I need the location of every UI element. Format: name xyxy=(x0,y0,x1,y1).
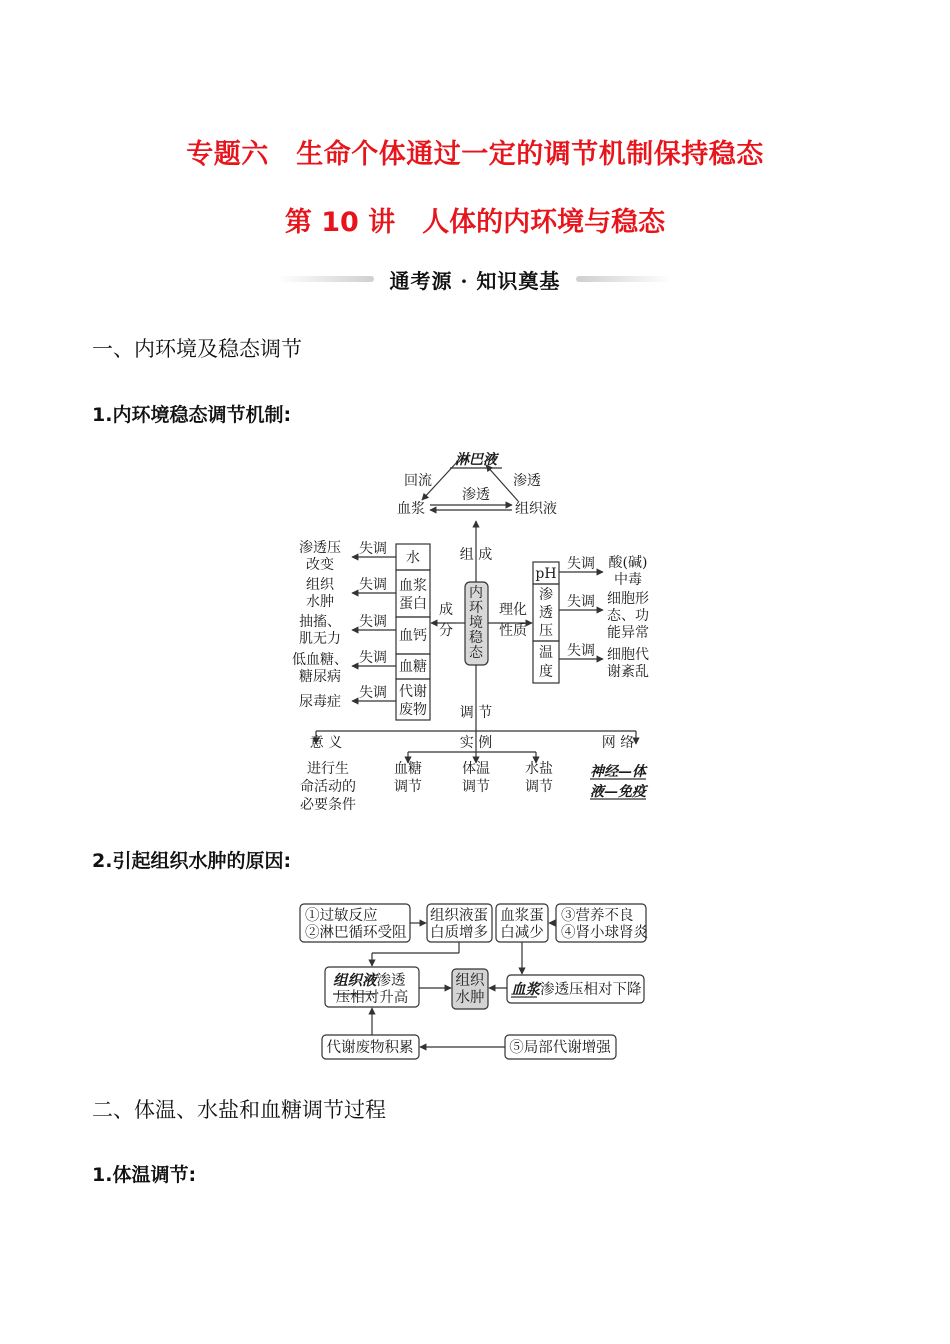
left-result: 尿毒症 xyxy=(299,694,341,710)
imbalance-label: 失调 xyxy=(359,614,387,630)
center-char: 内 xyxy=(469,585,483,601)
left-box-text: 血糖 xyxy=(399,659,427,675)
physchem-label: 理化 xyxy=(499,602,527,618)
right-box-text: pH xyxy=(535,566,557,582)
heading-section-2: 二、体温、水盐和血糖调节过程 xyxy=(92,1098,386,1122)
tissue-osm-bold: 组织液 xyxy=(333,972,377,989)
center-char: 环 xyxy=(469,600,483,616)
left-result: 低血糖、 xyxy=(292,652,348,668)
right-box-text: 透 xyxy=(539,605,553,621)
right-result: 能异常 xyxy=(607,625,649,641)
cause-b-2: ④肾小球肾炎 xyxy=(561,925,648,941)
tissue-protein-up: 组织液蛋 xyxy=(430,908,488,924)
network-label: 网 络 xyxy=(601,735,635,751)
seep-mid-label: 渗透 xyxy=(462,487,490,503)
compose-label: 组 成 xyxy=(459,547,493,563)
tissue-fluid-label: 组织液 xyxy=(515,501,557,517)
example-text: 调节 xyxy=(462,779,490,795)
right-box-text: 压 xyxy=(539,623,553,639)
tissue-protein-up: 白质增多 xyxy=(430,925,488,941)
left-result: 糖尿病 xyxy=(299,669,341,685)
section-banner xyxy=(278,262,672,296)
right-result: 中毒 xyxy=(614,572,642,588)
left-box-text: 废物 xyxy=(399,702,427,718)
center-char: 境 xyxy=(469,615,483,631)
plasma-osm-bold: 血浆 xyxy=(511,981,540,998)
heading-section-1: 一、内环境及稳态调节 xyxy=(92,337,302,361)
left-box-text: 血浆 xyxy=(399,578,427,594)
imbalance-label: 失调 xyxy=(567,594,595,610)
cause-b-1: ③营养不良 xyxy=(561,908,634,924)
plasma-protein-down: 白减少 xyxy=(500,925,544,941)
imbalance-label: 失调 xyxy=(359,650,387,666)
example-text: 水盐 xyxy=(525,761,553,777)
svg-text:组织液渗透 xyxy=(333,972,406,989)
svg-text:血浆渗透压相对下降 xyxy=(511,981,642,998)
right-result: 细胞代 xyxy=(607,647,649,663)
return-flow-label: 回流 xyxy=(404,473,432,489)
left-result: 抽搐、 xyxy=(299,614,341,630)
tissue-osm-rest: 渗透 xyxy=(376,973,406,989)
left-result: 肌无力 xyxy=(299,631,341,647)
left-box-text: 蛋白 xyxy=(399,596,427,612)
center-char: 态 xyxy=(469,645,483,661)
edema-causes-diagram xyxy=(297,900,657,1065)
right-box-text: 度 xyxy=(539,664,553,680)
heading-1-2: 2.引起组织水肿的原因: xyxy=(92,850,292,872)
example-label: 实 例 xyxy=(459,735,493,751)
right-box-text: 温 xyxy=(539,645,553,661)
example-text: 调节 xyxy=(525,779,553,795)
left-box-text: 血钙 xyxy=(399,628,427,644)
topic-title: 专题六 生命个体通过一定的调节机制保持稳态 xyxy=(186,139,764,170)
right-result: 谢紊乱 xyxy=(607,664,649,680)
left-result: 渗透压 xyxy=(299,540,341,556)
banner-text: 通考源 · 知识奠基 xyxy=(389,269,561,293)
homeostasis-diagram xyxy=(290,445,660,820)
network-text: 神经—体 xyxy=(590,764,646,780)
imbalance-label: 失调 xyxy=(359,685,387,701)
right-result: 酸(碱) xyxy=(608,555,648,571)
cause-a-2: ②淋巴循环受阻 xyxy=(305,925,407,941)
center-char: 稳 xyxy=(469,630,483,646)
plasma-protein-down: 血浆蛋 xyxy=(500,908,544,924)
right-result: 细胞形 xyxy=(607,591,649,607)
waste-text: 代谢废物积累 xyxy=(326,1040,414,1056)
plasma-label: 血浆 xyxy=(397,501,425,517)
imbalance-label: 失调 xyxy=(567,556,595,572)
example-text: 体温 xyxy=(462,761,490,777)
left-result: 改变 xyxy=(306,557,334,573)
imbalance-label: 失调 xyxy=(359,541,387,557)
left-result: 水肿 xyxy=(306,594,334,610)
meaning-text: 必要条件 xyxy=(300,797,356,813)
left-box-text: 代谢 xyxy=(399,684,427,700)
right-result: 态、功 xyxy=(607,608,649,624)
seep-top-label: 渗透 xyxy=(513,473,541,489)
example-text: 调节 xyxy=(394,779,422,795)
cause-a-1: ①过敏反应 xyxy=(305,908,378,924)
component-label: 成 xyxy=(439,602,453,618)
lecture-title: 第 10 讲 人体的内环境与稳态 xyxy=(284,207,666,238)
edema-text: 水肿 xyxy=(455,990,485,1006)
plasma-osm-rest: 渗透压相对下降 xyxy=(540,982,642,998)
right-box-text: 渗 xyxy=(539,587,553,603)
network-text: 液—免疫 xyxy=(590,784,646,800)
meaning-label: 意 义 xyxy=(309,735,343,751)
left-result: 组织 xyxy=(306,577,334,593)
tissue-osm-line2: 压相对升高 xyxy=(335,990,409,1006)
meaning-text: 进行生 xyxy=(307,761,349,777)
lymph-label: 淋巴液 xyxy=(455,452,497,468)
imbalance-label: 失调 xyxy=(359,577,387,593)
left-box-text: 水 xyxy=(406,550,420,566)
imbalance-label: 失调 xyxy=(567,643,595,659)
meaning-text: 命活动的 xyxy=(300,779,356,795)
component-label: 分 xyxy=(439,623,453,639)
example-text: 血糖 xyxy=(394,761,422,777)
edema-text: 组织 xyxy=(455,973,485,989)
heading-1-1: 1.内环境稳态调节机制: xyxy=(92,404,292,426)
regulate-label: 调 节 xyxy=(459,705,493,721)
physchem-label: 性质 xyxy=(499,623,527,639)
cause-c-text: ⑤局部代谢增强 xyxy=(509,1040,611,1056)
heading-2-1: 1.体温调节: xyxy=(92,1164,197,1186)
